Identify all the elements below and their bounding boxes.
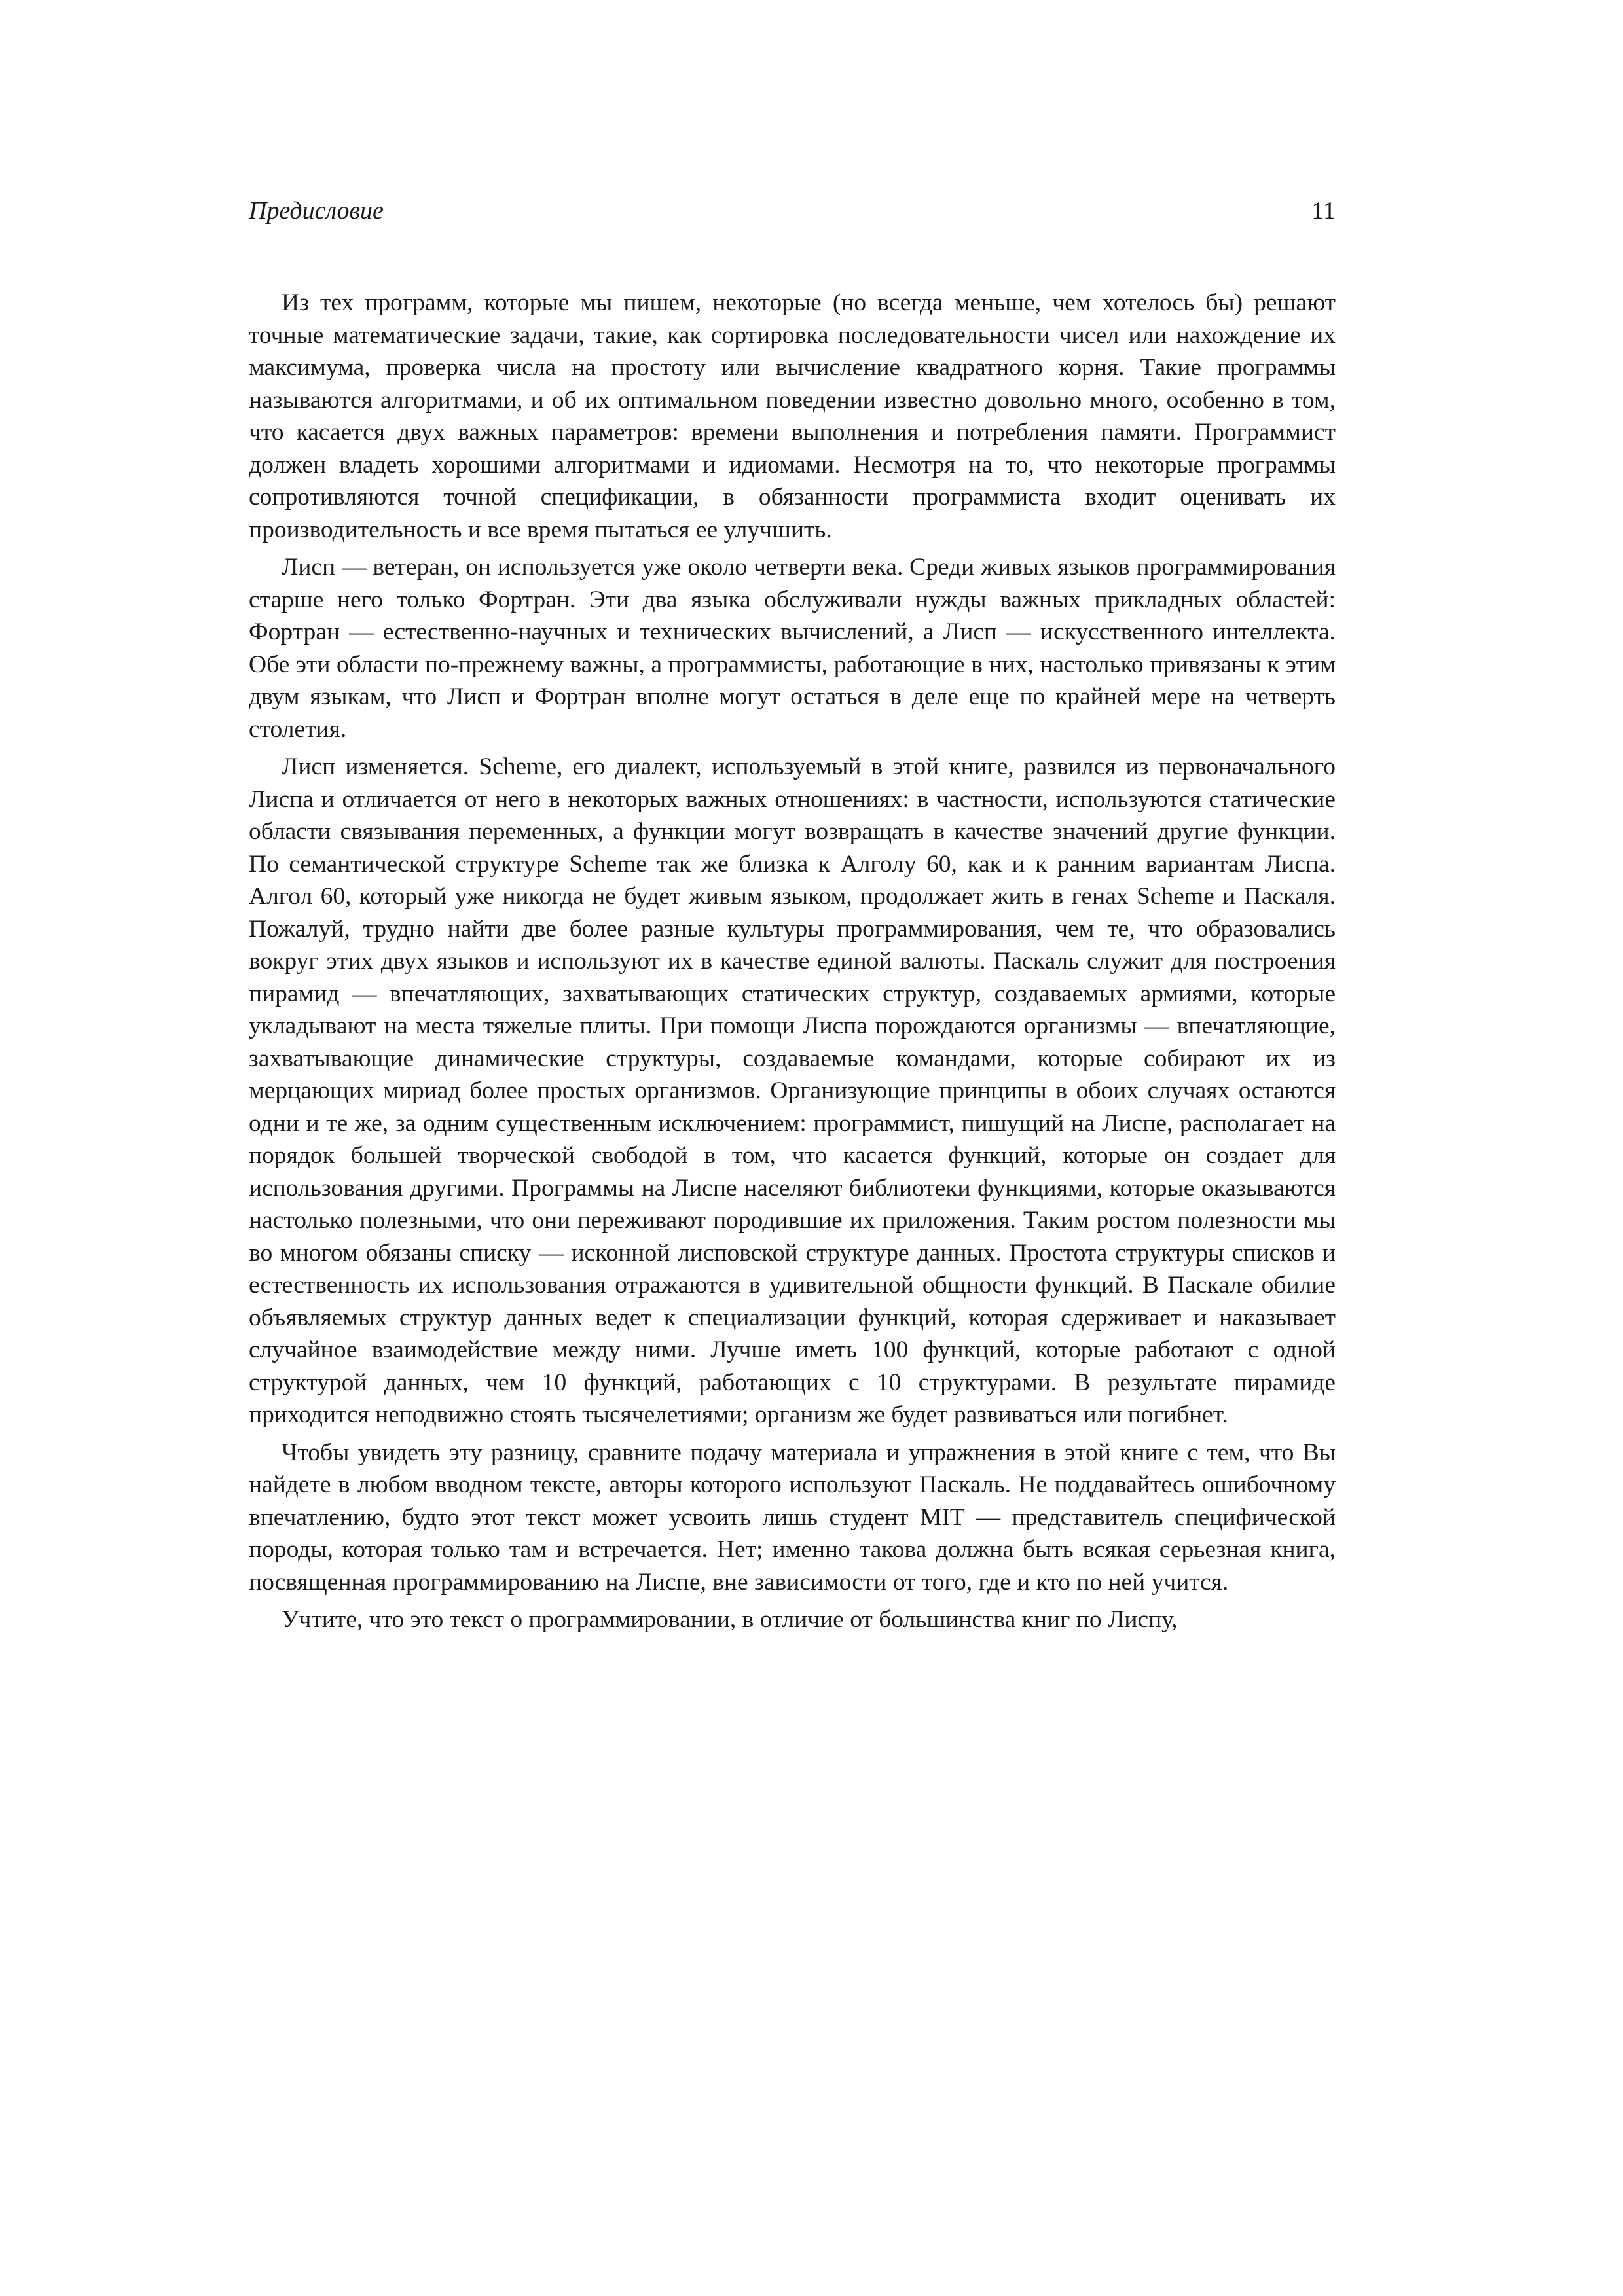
- paragraph-see-difference: Чтобы увидеть эту разницу, сравните подачу материала и упражнения в этой книге с тем, что Вы найдете в любом вводном тексте, авторы которого используют Паскаль. Не поддавайтесь ошибочному впечатлению, будто этот текст может усвоить лишь студент MIT — представитель специфической породы, которая только там и встречается. Нет; именно такова должна быть всякая серьезная книга, посвященная программированию на Лиспе, вне зависимости от того, где и кто по ней учится.: [249, 1439, 1336, 1596]
- paragraph-lisp-veteran: Лисп — ветеран, он используется уже около четверти века. Среди живых языков программирования старше него только Фортран. Эти два языка обслуживали нужды важных прикладных областей: Фортран — естественно-научных и технических вычислений, а Лисп — искусственного интеллекта. Обе эти области по-прежнему важны, а программисты, работающие в них, настолько привязаны к этим двум языкам, что Лисп и Фортран вполне могут остаться в деле еще по крайней мере на четверть столетия.: [249, 554, 1336, 743]
- paragraph-algorithms: Из тех программ, которые мы пишем, некоторые (но всегда меньше, чем хотелось бы) решают точные математические задачи, такие, как сортировка последовательности чисел или нахождение их максимума, проверка числа на простоту или вычисление квадратного корня. Такие программы называются алгоритмами, и об их оптимальном поведении известно довольно много, особенно в том, что касается двух важных параметров: времени выполнения и потребления памяти. Программист должен владеть хорошими алгоритмами и идиомами. Несмотря на то, что некоторые программы сопротивляются точной спецификации, в обязанности программиста входит оценивать их производительность и все время пытаться ее улучшить.: [249, 289, 1336, 543]
- body-text: [249, 287, 1336, 1636]
- running-head: [249, 196, 1336, 249]
- paragraph-note-programming: Учтите, что это текст о программировании, в отличие от большинства книг по Лиспу,: [282, 1606, 1178, 1633]
- running-title: Предисловие: [249, 197, 384, 224]
- page-number: 11: [1311, 197, 1336, 224]
- paragraph-lisp-changes: Лисп изменяется. Scheme, его диалект, используемый в этой книге, развился из первоначального Лиспа и отличается от него в некоторых важных отношениях: в частности, используются статические области связывания переменных, а функции могут возвращать в качестве значений другие функции. По семантической структуре Scheme так же близка к Алголу 60, как и к ранним вариантам Лиспа. Алгол 60, который уже никогда не будет живым языком, продолжает жить в генах Scheme и Паскаля. Пожалуй, трудно найти две более разные культуры программирования, чем те, что образовались вокруг этих двух языков и используют их в качестве единой валюты. Паскаль служит для построения пирамид — впечатляющих, захватывающих статических структур, создаваемых армиями, которые укладывают на места тяжелые плиты. При помощи Лиспа порождаются организмы — впечатляющие, захватывающие динамические структуры, создаваемые командами, которые собирают их из мерцающих мириад более простых организмов. Организующие принципы в обоих случаях остаются одни и те же, за одним существенным исключением: программист, пишущий на Лиспе, располагает на порядок большей творческой свободой в том, что касается функций, которые он создает для использования другими. Программы на Лиспе населяют библиотеки функциями, которые оказываются настолько полезными, что они переживают породившие их приложения. Таким ростом полезности мы во многом обязаны списку — исконной лисповской структуре данных. Простота структуры списков и естественность их использования отражаются в удивительной общности функций. В Паскале обилие объявляемых структур данных ведет к специализации функций, которая сдерживает и наказывает случайное взаимодействие между ними. Лучше иметь 100 функций, которые работают с одной структурой данных, чем 10 функций, работающих с 10 структурами. В результате пирамиде приходится неподвижно стоять тысячелетиями; организм же будет развиваться или погибнет.: [249, 753, 1336, 1428]
- book-page: [249, 196, 1336, 1641]
